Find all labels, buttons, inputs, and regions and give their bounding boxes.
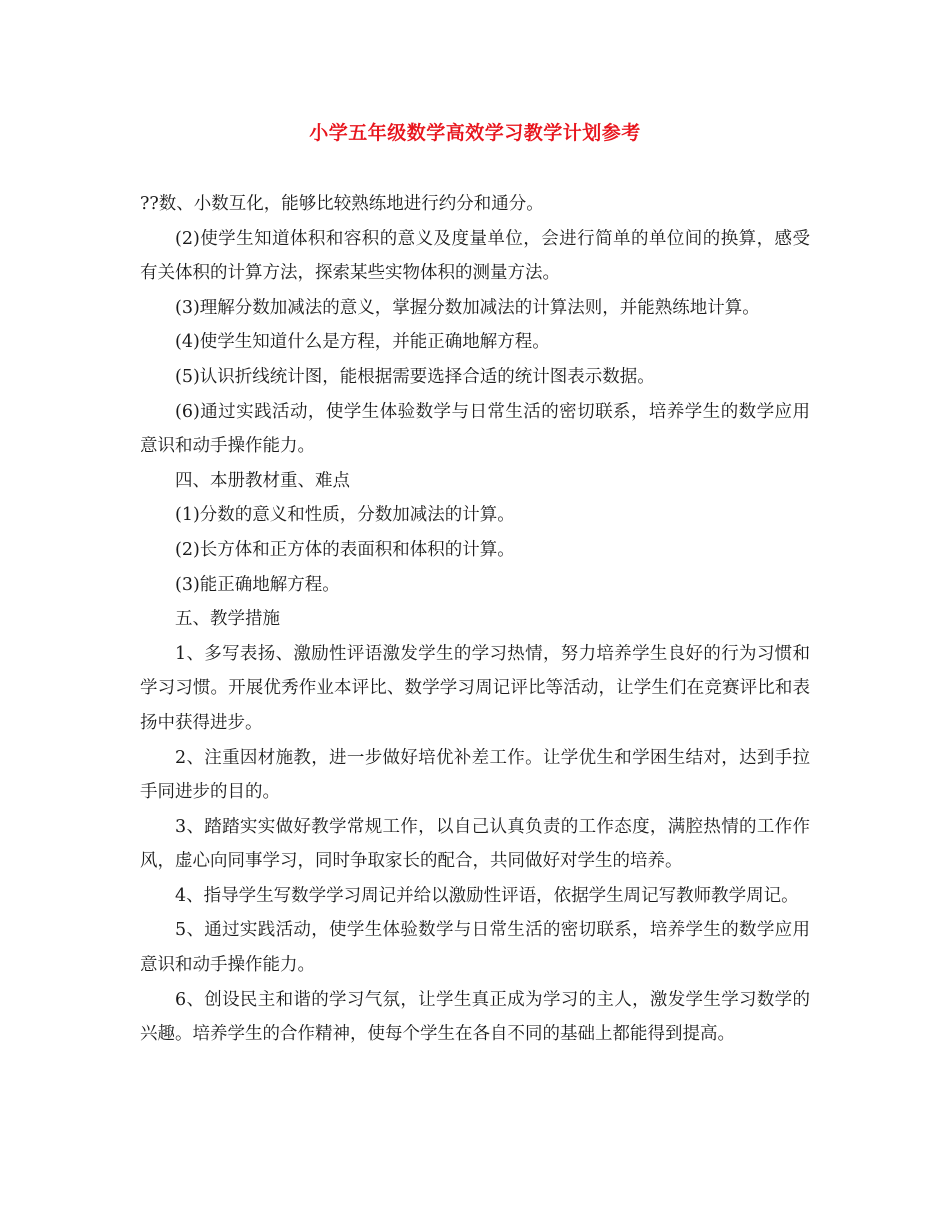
paragraph-4: (4)使学生知道什么是方程，并能正确地解方程。 [175, 332, 550, 353]
paragraph-8: (1)分数的意义和性质，分数加减法的计算。 [175, 505, 515, 526]
section-heading-difficulties: 四、本册教材重、难点 [175, 470, 350, 491]
paragraph-2: (2)使学生知道体积和容积的意义及度量单位，会进行简单的单位间的换算，感受有关体积的计算方法，探索某些实物体积的测量方法。 [140, 228, 810, 284]
paragraph-15: 4、指导学生写数学学习周记并给以激励性评语，依据学生周记写教师教学周记。 [175, 885, 799, 906]
paragraph-1: ??数、小数互化，能够比较熟练地进行约分和通分。 [140, 194, 544, 214]
paragraph-9: (2)长方体和正方体的表面积和体积的计算。 [175, 539, 515, 560]
paragraph-13: 2、注重因材施教，进一步做好培优补差工作。让学优生和学困生结对，达到手拉手同进步的目的。 [140, 747, 810, 803]
document-title: 小学五年级数学高效学习教学计划参考 [309, 122, 641, 144]
section-heading-measures: 五、教学措施 [175, 609, 280, 630]
paragraph-12: 1、多写表扬、激励性评语激发学生的学习热情，努力培养学生良好的行为习惯和学习习惯。开展优秀作业本评比、数学学习周记评比等活动，让学生们在竞赛评比和表扬中获得进步。 [140, 643, 810, 733]
paragraph-5: (5)认识折线统计图，能根据需要选择合适的统计图表示数据。 [175, 366, 655, 387]
paragraph-10: (3)能正确地解方程。 [175, 574, 340, 595]
paragraph-3: (3)理解分数加减法的意义，掌握分数加减法的计算法则，并能熟练地计算。 [175, 297, 760, 318]
paragraph-17: 6、创设民主和谐的学习气氛，让学生真正成为学习的主人，激发学生学习数学的兴趣。培养学生的合作精神，使每个学生在各自不同的基础上都能得到提高。 [140, 989, 810, 1045]
document-body [140, 187, 810, 1052]
paragraph-6: (6)通过实践活动，使学生体验数学与日常生活的密切联系，培养学生的数学应用意识和动手操作能力。 [140, 401, 810, 457]
paragraph-14: 3、踏踏实实做好教学常规工作，以自己认真负责的工作态度，满腔热情的工作作风，虚心向同事学习，同时争取家长的配合，共同做好对学生的培养。 [140, 816, 810, 872]
paragraph-16: 5、通过实践活动，使学生体验数学与日常生活的密切联系，培养学生的数学应用意识和动手操作能力。 [140, 920, 810, 976]
